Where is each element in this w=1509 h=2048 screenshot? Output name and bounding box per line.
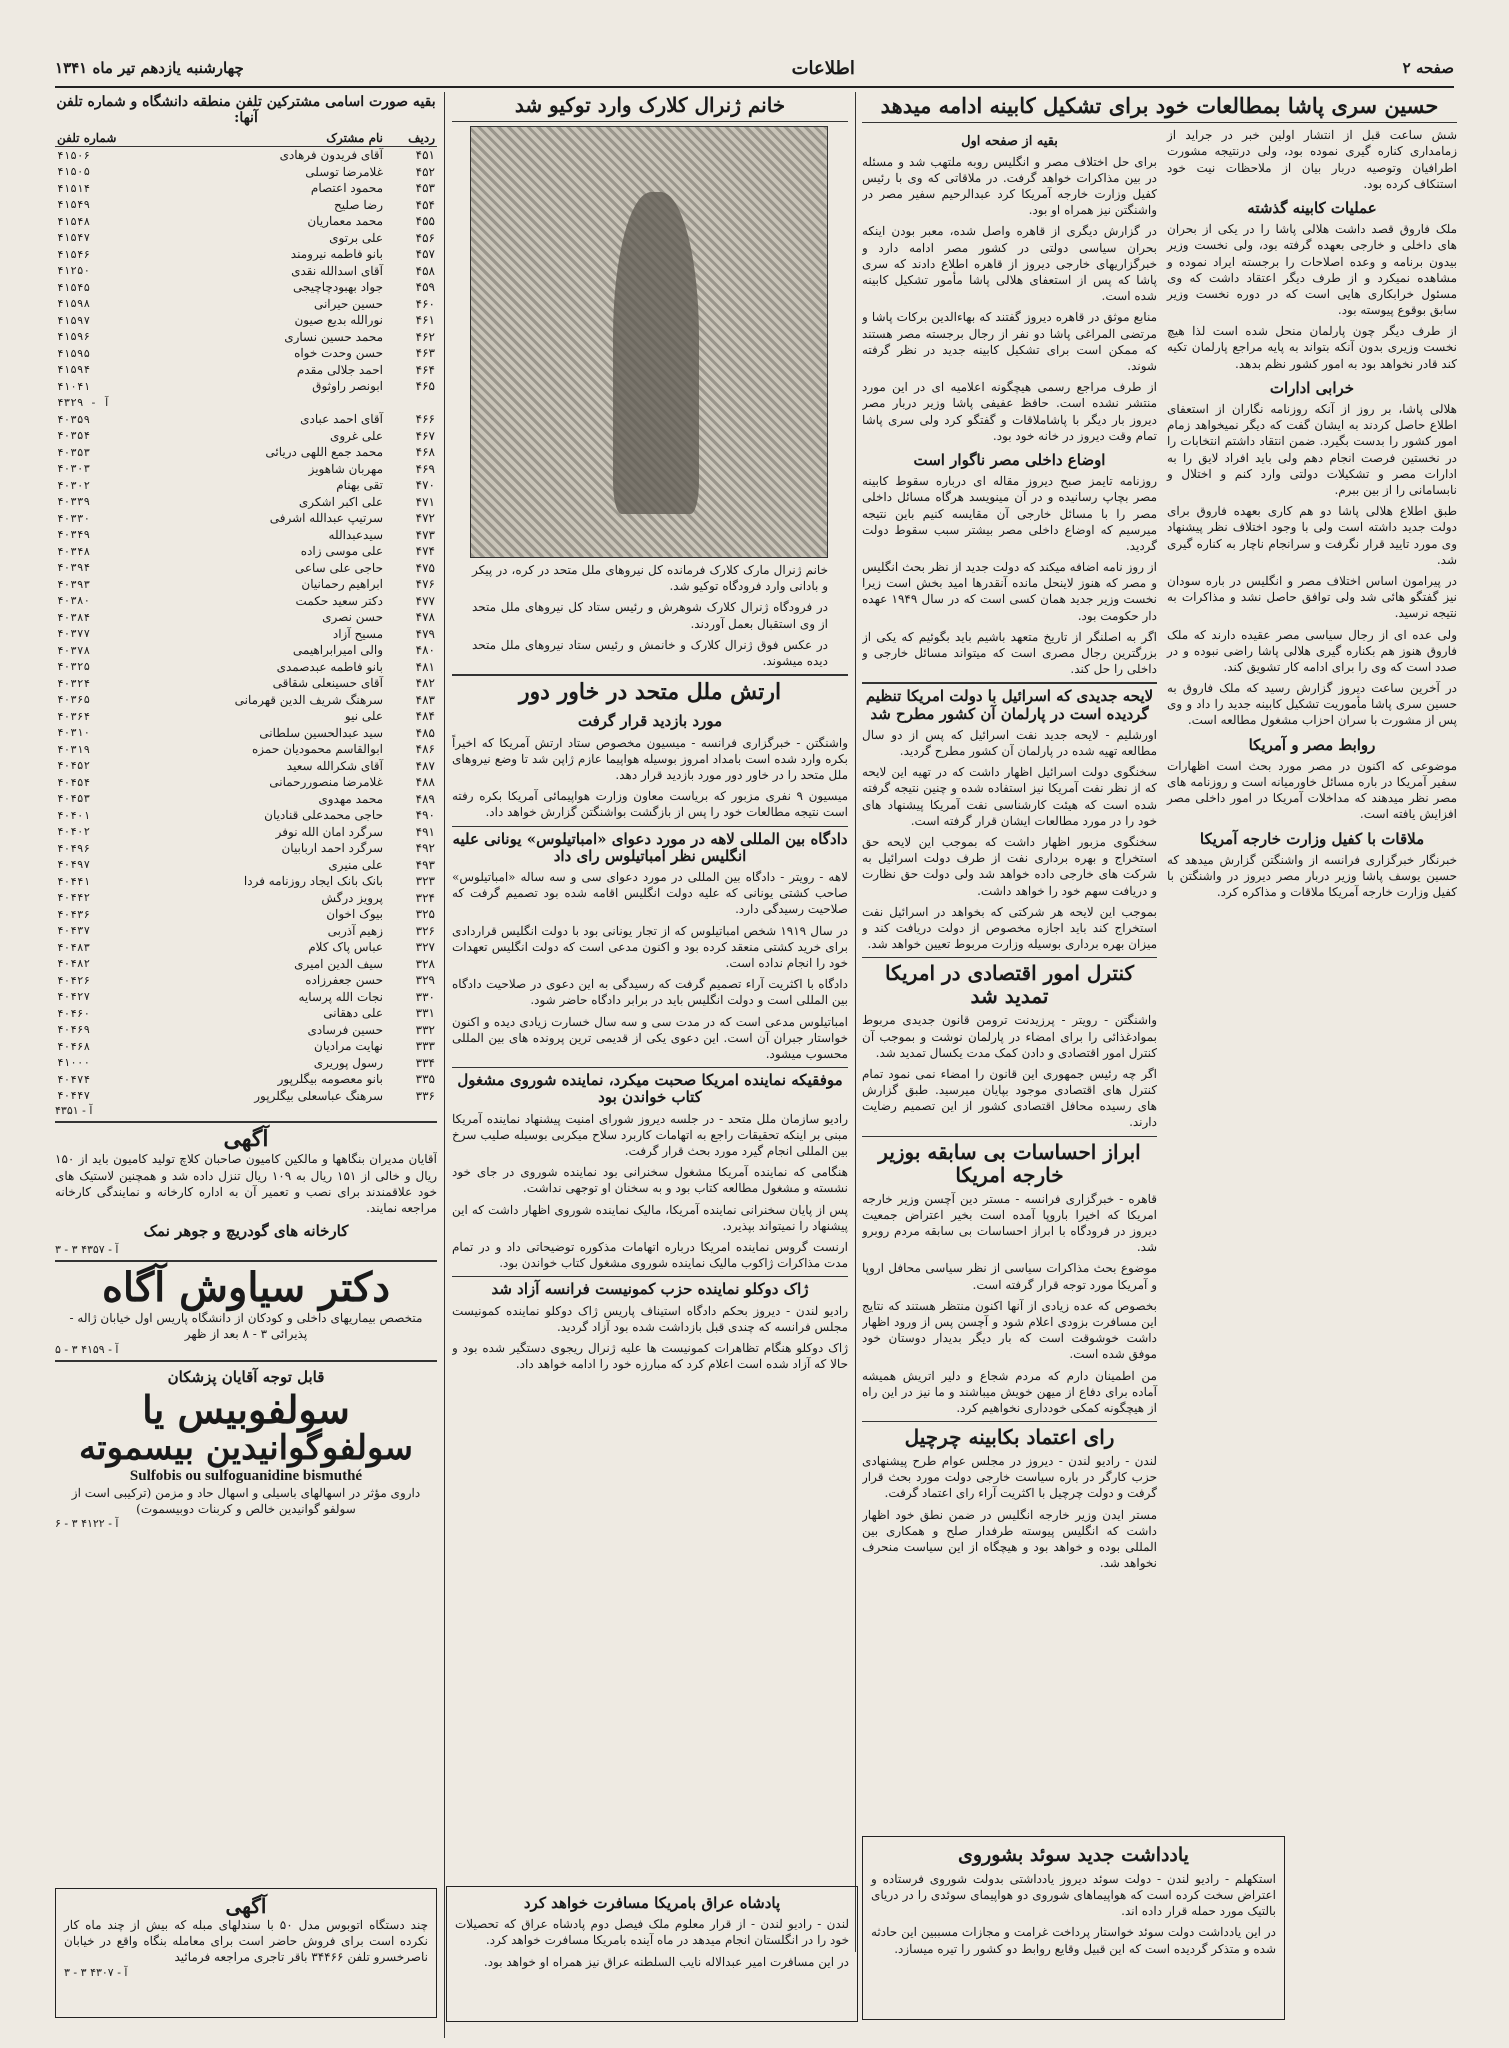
row-number: ۴۶۹ (415, 461, 435, 476)
article-acheson: ابراز احساسات بی سابقه بوزیر خارجه امریکا قاهره - خبرگزاری فرانسه - مستر دین آچسن وزیر خارجه امریکا که اخیرا باروپا آمده است بخیر اعتراض جمعیت دیروز در فرودگاه با ابراز احساسات بی سابقه مردم روبرو شد. موضوع بحث مذاکرات سیاسی از نظر سیاسی محافل اروپا و آمریکا مورد توجه قرار گرفته است. بخصوص که عده زیادی از آنها اکنون منتظر هستند که نتایج این مسافرت بزودی اعلام شود و آچسن پس از ورود اظهار داشت خوشوقت است که بار دیگر بدیدار دوستان خود موفق شده است. من اطمینان دارم که مردم شجاع و دلیر اتریش همیشه آماده برای دفاع از میهن خویش میباشند و ما نیز در این راه از هیچگونه کمکی خودداری نخواهیم کرد. (862, 1139, 1157, 1415)
phone-number: ۴۰۳۲۴ (57, 676, 91, 690)
phone-number: ۴۰۴۴۱ (57, 874, 91, 888)
phone-number: ۴۱۲۵۰ (57, 264, 91, 278)
row-number: ۳۳۲ (415, 1022, 435, 1037)
subscriber-name: عباس پاک کلام (308, 940, 383, 955)
row-number: ۴۵۱ (415, 148, 435, 163)
row-number: ۴۷۲ (415, 511, 435, 526)
subscriber-name: بانک بانک ایجاد روزنامه فردا (243, 874, 383, 889)
table-row (55, 428, 437, 445)
phone-number: ۴۰۳۱۹ (57, 742, 91, 756)
ad-doctor: دکتر سیاوش آگاه متخصص بیماریهای داخلی و کودکان از دانشگاه پاریس اول خیابان ژاله - پذیرائی ۳ - ۸ بعد از ظهر آ - ۴۱۵۹ ۳ - ۵ (55, 1264, 423, 1356)
phone-number: ۴۱۵۹۷ (57, 313, 91, 327)
article-iraq-king: پادشاه عراق بامریکا مسافرت خواهد کرد لندن - رادیو لندن - از قرار معلوم ملک فیصل دوم پادشاه عراق که تحصیلات خود را در انگلستان انجام میدهد در ماه آینده بامریکا مسافرت خواهد کرد. در این مسافرت امیر عبدالاله نایب السلطنه عراق نیز همراه او خواهد بود. (446, 1886, 858, 2022)
subscriber-name: ابراهیم رحمانیان (301, 577, 383, 592)
row-number: ۴۷۹ (415, 626, 435, 641)
row-number: ۴۶۲ (415, 329, 435, 344)
article-un-army: ارتش ملل متحد در خاور دور مورد بازدید قرار گرفت واشنگتن - خبرگزاری فرانسه - میسیون مخصوص ستاد ارتش آمریکا که اخیراً بکره وارد شده است بامداد امروز بوسیله هواپیما عازم ژاپن شد تا وضع نیروهای ملل متحد را در خاور دور مورد بازدید قرار دهد. میسیون ۹ نفری مزبور که بریاست معاون وزارت هواپیمائی آمریکا بکره رفته است نتیجه مطالعات خود را پس از بازگشت بواشنگتن گزارش خواهد داد. (452, 679, 848, 820)
table-row (55, 840, 437, 857)
row-number: ۳۲۵ (415, 907, 435, 922)
subscriber-name: حسن وحدت خواه (294, 346, 383, 361)
row-number: ۳۲۳ (415, 874, 435, 889)
table-row (55, 444, 437, 461)
table-row (55, 774, 437, 791)
row-number: ۴۵۴ (415, 197, 435, 212)
subscriber-name: بانو معصومه بیگلرپور (277, 1072, 383, 1087)
row-number: ۴۵۹ (415, 280, 435, 295)
row-number: ۴۵۲ (415, 164, 435, 179)
page-number: صفحه ۲ (1402, 59, 1454, 77)
subscriber-name: نهایت مرادیان (314, 1039, 383, 1054)
phone-number: ۴۰۴۴۷ (57, 1089, 91, 1103)
subscriber-name: نجات الله پرسایه (298, 989, 383, 1004)
phone-number: ۴۱۵۹۵ (57, 346, 91, 360)
row-number: ۴۶۸ (415, 445, 435, 460)
table-row (55, 1038, 437, 1055)
row-number: ۳۳۰ (415, 989, 435, 1004)
subscriber-name: سرهنگ عباسعلی بیگلرپور (254, 1088, 383, 1103)
phone-number: ۴۱۵۰۶ (57, 148, 91, 162)
phone-number: ۴۰۴۲۷ (57, 990, 91, 1004)
table-row (55, 576, 437, 593)
row-number: ۴۵۸ (415, 263, 435, 278)
phone-number: ۴۱۵۴۷ (57, 231, 91, 245)
table-row (55, 279, 437, 296)
subscriber-name: علی دهقانی (323, 1006, 383, 1021)
clark-headline: خانم ژنرال کلارک وارد توکیو شد (514, 93, 786, 117)
phone-number: ۴۱۵۹۸ (57, 297, 91, 311)
table-row (55, 560, 437, 577)
row-number: ۳۲۸ (415, 956, 435, 971)
subscriber-name: ابونصر راوثوق (312, 379, 383, 394)
phone-directory-table: ردیف نام مشترک شماره تلفن ۴۵۱ آقای فریدون فرهادی ۴۱۵۰۶ ۴۵۲ غلامرضا توسلی ۴۱۵۰۵ ۴۵۳ محمود اعتصام ۴۱۵۱۴ ۴۵۴ رضا صلیح ۴۱۵۴۹ ۴۵۵ محمد معماریان ۴۱۵۴۸ ۴۵۶ علی برتوی ۴۱۵۴۷ ۴۵۷ بانو فاطمه نیرومند ۴۱۵۴۶ ۴۵۸ آقای اسدالله نقدی ۴۱۲۵۰ ۴۵۹ جواد بهبودچاچیجی ۴۱۵۴۵ ۴۶۰ حسین حیرانی ۴۱۵۹۸ ۴۶۱ نورالله بدیع صیون ۴۱۵۹۷ ۴۶۲ محمد حسین نساری ۴۱۵۹۶ ۴۶۳ حسن وحدت خواه ۴۱۵۹۵ ۴۶۴ احمد جلالی مقدم ۴۱۵۹۴ ۴۶۵ ابونصر راوثوق ۴۱۰۴۱ آ - ۴۳۲۹ ۴۶۶ آقای احمد عبادی ۴۰۳۵۹ ۴۶۷ علی غروی ۴۰۳۵۴ ۴۶۸ محمد جمع اللهی دریائی ۴۰۳۵۳ ۴۶۹ مهربان شاهویز ۴۰۳۰۳ ۴۷۰ تقی بهنام ۴۰۳۰۲ ۴۷۱ علی اکبر اشکری ۴۰۳۳۹ ۴۷۲ سرتیپ عبدالله اشرفی ۴۰۳۳۰ ۴۷۳ سیدعبدالله ۴۰۳۴۹ ۴۷۴ علی موسی زاده ۴۰۳۴۸ ۴۷۵ حاجی علی ساعی ۴۰۳۹۴ ۴۷۶ ابراهیم رحمانیان ۴۰۳۹۳ ۴۷۷ دکتر سعید حکمت ۴۰۳۸۰ ۴۷۸ حسن نصری ۴۰۳۸۴ ۴۷۹ مسیح آزاد ۴۰۳۷۷ ۴۸۰ والی امیرابراهیمی ۴۰۳۷۸ ۴۸۱ بانو فاطمه عبدصمدی ۴۰۳۲۵ ۴۸۲ آقای حسینعلی شقاقی ۴۰۳۲۴ ۴۸۳ سرهنگ شریف الدین قهرمانی ۴۰۳۶۵ ۴۸۴ علی نیو ۴۰۳۶۴ ۴۸۵ سید عبدالحسین سلطانی ۴۰۳۱۰ ۴۸۶ ابوالقاسم محمودیان حمزه ۴۰۳۱۹ ۴۸۷ آقای شکرالله سعید ۴۰۴۵۲ ۴۸۸ غلامرضا منصوررحمانی ۴۰۴۵۴ ۴۸۹ محمد مهدوی ۴۰۴۵۳ ۴۹۰ حاجی محمدعلی قنادیان ۴۰۴۰۱ ۴۹۱ سرگرد امان الله نوفر ۴۰۴۰۲ ۴۹۲ سرگرد احمد اربابیان ۴۰۴۹۶ ۴۹۳ علی منیری ۴۰۴۹۷ ۳۲۳ بانک بانک ایجاد روزنامه فردا ۴۰۴۴۱ ۳۲۴ پرویز درگش ۴۰۴۴۲ ۳۲۵ بیوک اخوان ۴۰۴۳۶ ۳۲۶ زهیم آذربی ۴۰۴۳۷ ۳۲۷ عباس پاک کلام ۴۰۴۸۳ ۳۲۸ سیف الدین امیری ۴۰۴۸۲ ۳۲۹ حسن جعفرزاده ۴۰۴۲۶ ۳۳۰ نجات الله پرسایه ۴۰۴۲۷ ۳۳۱ علی دهقانی ۴۰۴۶۰ ۳۳۲ حسین فرسادی ۴۰۴۶۹ ۳۳۳ نهایت مرادیان ۴۰۴۶۸ ۳۳۴ رسول پوریری ۴۱۰۰۰ ۳۳۵ بانو معصومه بیگلرپور ۴۰۴۷۴ ۳۳۶ سرهنگ عباسعلی بیگلرپور ۴۰۴۴۷ (57, 131, 435, 1103)
article-duclos: ژاک دوکلو نماینده حزب کمونیست فرانسه آزاد شد رادیو لندن - دیروز بحکم دادگاه استیناف پاریس ژاک دوکلو نماینده کمونیست مجلس فرانسه که چندی قبل بازداشت شده بود آزاد گردید. ژاک دوکلو هنگام تظاهرات کمونیست ها علیه ژنرال ریجوی دستگیر شده بود و حالا که آزاد شده است اعلام کرد که مبارزه خود را ادامه خواهد داد. (452, 1280, 848, 1372)
phone-number: ۴۰۳۵۹ (57, 412, 91, 426)
phone-number: ۴۱۵۴۸ (57, 214, 91, 228)
phone-number: ۴۱۵۱۴ (57, 181, 91, 195)
subscriber-name: محمد جمع اللهی دریائی (265, 445, 383, 460)
subscriber-name: مهربان شاهویز (308, 461, 383, 476)
subscriber-name: حاجی محمدعلی قنادیان (264, 808, 383, 823)
row-number: ۴۸۳ (415, 692, 435, 707)
phone-number: ۴۰۳۴۹ (57, 528, 91, 542)
masthead (55, 50, 1454, 88)
article-sri-pasha (862, 92, 1457, 1972)
table-row (55, 230, 437, 247)
row-number: ۴۸۵ (415, 725, 435, 740)
phone-number: ۴۰۴۵۴ (57, 775, 91, 789)
table-row (55, 527, 437, 544)
table-row (55, 708, 437, 725)
subscriber-name: سید عبدالحسین سلطانی (259, 725, 383, 740)
row-number: ۴۹۲ (415, 841, 435, 856)
section-heading: اوضاع داخلی مصر ناگوار است (913, 450, 1106, 469)
table-row (55, 873, 437, 890)
phone-number: ۴۰۳۵۳ (57, 445, 91, 459)
subscriber-name: محمود اعتصام (310, 181, 383, 196)
phone-number: ۴۰۴۸۲ (57, 957, 91, 971)
phone-number: ۴۰۳۹۳ (57, 577, 91, 591)
phone-number: ۴۱۵۹۶ (57, 330, 91, 344)
table-row (55, 642, 437, 659)
phone-number: ۴۱۵۴۹ (57, 198, 91, 212)
row-number: ۳۳۴ (415, 1055, 435, 1070)
table-row (55, 246, 437, 263)
row-number: ۴۸۶ (415, 742, 435, 757)
photo-caption: خانم ژنرال مارک کلارک فرمانده کل نیروهای ملل متحد در کره، در پیکر و بادانی وارد فرودگاه توکیو شد. (472, 563, 828, 594)
row-number: ۴۸۴ (415, 709, 435, 724)
left-column (55, 92, 437, 2042)
subscriber-name: محمد مهدوی (318, 791, 383, 806)
table-row (55, 807, 437, 824)
row-number: ۴۷۸ (415, 610, 435, 625)
article-column-left: بقیه از صفحه اول برای حل اختلاف مصر و انگلیس روبه ملتهب شد و مسئله در بین مذاکرات خواهد گرفت. در ملاقاتی که وی با رئیس کفیل وزارت خارجه آمریکا کرد عبدالرحیم سفیر مصر در واشنگتن نیز همراه او بود. در گزارش دیگری از قاهره واصل شده، معبر بودن اینکه بحران سیاسی دولتی در کشور مصر ادامه دارد و خبرگزاریهای خارجی دیروز از قاهره اطلاع دادند که سری پاشا که پس از استعفای هلالی پاشا مأمور تشکیل کابینه شده است. منابع موثق در قاهره دیروز گفتند که بهاءالدین برکات پاشا و مرتضی المراغی پاشا دو نفر از رجال برجسته مصر هستند که ممکن است برای تشکیل کابینه جدید در نظر گرفته شوند. از طرف مراجع رسمی هیچگونه اعلامیه ای در این مورد منتشر نشده است. حافظ عفیفی پاشا وزیر دربار مصر دیروز بار دیگر با پاشاملاقات و گفتگو کرد ولی سری پاشا تمام وقت دیروز در خانه خود بود. اوضاع داخلی مصر ناگوار است روزنامه تایمز صبح دیروز مقاله ای درباره سقوط کابینه مصر بچاپ رسانیده و در آن مینویسد هرگاه مسائل داخلی مصر را با مسائل خارجی آن مقایسه کنیم باین نتیجه میرسیم که اوضاع داخلی مصر بیشتر سبب سقوط دولت گردید. از روز نامه اضافه میکند که دولت جدید از نظر بحث انگلیس و مصر که هنوز لاینحل مانده آنقدرها امید بخش است زیرا نخست وزیر جدید همان کسی است که در سال ۱۹۴۹ عهده دار حکومت بود. اگر به اصلنگر از تاریخ متعهد باشیم باید بگوئیم که یکی از بزرگترین رجال مصری است که میتواند مسائل خارجی و داخلی را حل کند. (862, 134, 1158, 677)
phone-number: ۴۰۴۳۶ (57, 907, 91, 921)
row-number: ۴۶۱ (415, 313, 435, 328)
continued-label: بقیه از صفحه اول (961, 134, 1058, 150)
table-row (55, 197, 437, 214)
issue-date: چهارشنبه یازدهم تیر ماه ۱۳۴۱ (55, 59, 244, 77)
table-row (55, 824, 437, 841)
article-economic-control: کنترل امور اقتصادی در امریکا تمدید شد واشنگتن - رویتر - پرزیدنت ترومن قانون جدیدی مربوط بموادغذائی را برای امضاء در پارلمان نوشت و بموجب آن کنترل امور اقتصادی و دادن کمک مدت یکسال تمدید شد. اگر چه رئیس جمهوری این قانون را امضاء نمی نمود تمام کنترل های اقتصادی موجود بپایان میرسید. طبق گزارش های رسیده محافل اقتصادی کشور از این تصمیم رضایت دارند. (862, 961, 1157, 1130)
subscriber-name: علی اکبر اشکری (298, 494, 383, 509)
subscriber-name: محمد معماریان (307, 214, 383, 229)
phone-number: ۴۰۴۸۳ (57, 940, 91, 954)
table-row (55, 411, 437, 428)
table-row (55, 758, 437, 775)
row-number: ۳۲۹ (415, 973, 435, 988)
row-number: ۴۷۰ (415, 478, 435, 493)
column-rule (444, 92, 445, 2038)
table-row (55, 1022, 437, 1039)
table-row (55, 741, 437, 758)
subscriber-name: حسن جعفرزاده (305, 973, 383, 988)
phone-number: ۴۱۵۹۴ (57, 363, 91, 377)
subscriber-name: بانو فاطمه عبدصمدی (276, 659, 383, 674)
subscriber-name: نورالله بدیع صیون (294, 313, 383, 328)
article-churchill: رای اعتماد بکابینه چرچیل لندن - رادیو لندن - دیروز در مجلس عوام طرح پیشنهادی حزب کارگر در باره سیاست خارجی دولت مورد بحث قرار گرفت و دولت چرچیل با اکثریت آراء رای اعتماد گرفت. مستر ایدن وزیر خارجه انگلیس در ضمن نطق خود اظهار داشت که انگلیس پیوسته طرفدار صلح و همکاری بین المللی بوده و خواهد بود و هیچگاه از این سیاست منحرف نخواهد شد. (862, 1425, 1157, 1571)
subscriber-name: حسین فرسادی (307, 1022, 383, 1037)
directory-subcode: آ - ۴۳۲۹ (57, 396, 110, 410)
table-row (55, 164, 437, 181)
subscriber-name: زهیم آذربی (327, 923, 383, 938)
phone-number: ۴۰۳۱۰ (57, 726, 91, 740)
row-number: ۴۸۲ (415, 676, 435, 691)
phone-number: ۴۰۴۳۷ (57, 924, 91, 938)
subscriber-name: سرگرد احمد اربابیان (281, 841, 383, 856)
directory-subcode-row (55, 395, 437, 412)
row-number: ۴۷۳ (415, 527, 435, 542)
table-row (55, 180, 437, 197)
table-row (55, 329, 437, 346)
table-row (55, 791, 437, 808)
row-number: ۴۷۱ (415, 494, 435, 509)
subscriber-name: علی موسی زاده (300, 544, 383, 559)
middle-column: خانم ژنرال کلارک وارد توکیو شد خانم ژنرال مارک کلارک فرمانده کل نیروهای ملل متحد در کره، در پیکر و بادانی وارد فرودگاه توکیو شد. در فرودگاه ژنرال کلارک شوهرش و رئیس ستاد کل نیروهای ملل متحد از وی استقبال بعمل آوردند. در عکس فوق ژنرال کلارک و خانمش و رئیس ستاد نیروهای ملل متحد دیده میشوند. ارتش ملل متحد در خاور دور مورد بازدید قرار گرفت واشنگتن - خبرگزاری فرانسه - میسیون مخصوص ستاد ارتش آمریکا که اخیراً بکره وارد شده است بامداد امروز بوسیله هواپیما عازم ژاپن شد تا وضع نیروهای ملل متحد را در خاور دور مورد بازدید قرار دهد. میسیون ۹ نفری مزبور که بریاست معاون وزارت هواپیمائی آمریکا بکره رفته است نتیجه مطالعات خود را پس از بازگشت بواشنگتن گزارش خواهد داد. دادگاه بین المللی لاهه در مورد دعوای «امباتیلوس» یونانی علیه انگلیس نظر امباتیلوس رای داد لاهه - رویتر - دادگاه بین المللی در مورد دعوای سی و سه ساله «امباتیلوس» صاحب کشتی یونانی که علیه دولت انگلیس اقامه شده بود تصمیم گرفت که صلاحیت رسیدگی دارد. در سال ۱۹۱۹ شخص امباتیلوس که از تجار یونانی بود با دولت انگلیس قراردادی برای خرید کشتی منعقد کرده بود و اکنون مدعی است که دولت انگلیس تعهدات خود را انجام نداده است. دادگاه با اکثریت آراء تصمیم گرفت که رسیدگی به این دعوی در صلاحیت دادگاه بین المللی است و دولت انگلیس باید در برابر دادگاه حاضر شود. امباتیلوس مدعی است که در مدت سی و سه سال خسارت زیادی دیده و اکنون خواستار جبران آن است. این دعوی یکی از قدیمی ترین پرونده های بین المللی محسوب میشود. موفقیکه نماینده امریکا صحبت میکرد، نماینده شوروی مشغول کتاب خواندن بود رادیو سازمان ملل متحد - در جلسه دیروز شورای امنیت پیشنهاد نماینده آمریکا مبنی بر اینکه تحقیقات راجع به اتهامات کاربرد سلاح میکربی بوسیله صلیب سرخ بین المللی انجام گیرد مورد بحث قرار گرفت. هنگامی که نماینده آمریکا مشغول سخنرانی بود نماینده شوروی در جای خود نشسته و مشغول مطالعه کتاب بود و به سخنان او توجهی نداشت. پس از پایان سخنرانی نماینده آمریکا، مالیک نماینده شوروی اظهار داشت که این پیشنهاد را نمیتواند بپذیرد. ارنست گروس نماینده امریکا درباره اتهامات مذکوره توضیحاتی داد و در تمام مدت مذاکرات ژاکوب مالیک نماینده شوروی مشغول کتاب خواندن بود. ژاک دوکلو نماینده حزب کمونیست فرانسه آزاد شد رادیو لندن - دیروز بحکم دادگاه استیناف پاریس ژاک دوکلو نماینده کمونیست مجلس فرانسه که چندی قبل بازداشت شده بود آزاد گردید. ژاک دوکلو هنگام تظاهرات کمونیست ها علیه ژنرال ریجوی دستگیر شده بود و حالا که آزاد شده است اعلام کرد که مبارزه خود را ادامه خواهد داد. (452, 93, 848, 1372)
phone-number: ۴۰۴۶۰ (57, 1006, 91, 1020)
table-row (55, 494, 437, 511)
row-number: ۴۷۶ (415, 577, 435, 592)
phone-number: ۴۰۴۷۴ (57, 1072, 91, 1086)
subscriber-name: حسین حیرانی (313, 296, 383, 311)
phone-number: ۴۰۴۶۹ (57, 1023, 91, 1037)
subscriber-name: ابوالقاسم محمودیان حمزه (252, 742, 383, 757)
row-number: ۳۳۳ (415, 1039, 435, 1054)
table-row (55, 296, 437, 313)
article-column-right: شش ساعت قبل از انتشار اولین خبر در جراید از زمامداری کناره گیری نموده بود، ولی درنتیجه مشورت اطرافیان وتوصیه دربار بیان از ملاحظات نیت خود استنکاف کرده بود. عملیات کابینه گذشته ملک فاروق قصد داشت هلالی پاشا را در یکی از بحران های داخلی و خارجی بعهده گرفته بود، ولی نخست وزیر بیدون برنامه و وعده اصلاحات را برجسته ایراد نموده و مشاهده نمیکرد و از طرف دیگر اعتقاد داشت که وی مسئول خرابکاری هایی است که در دوره نخست وزیر سابق بوقوع پیوسته بود. از طرف دیگر چون پارلمان منحل شده است لذا هیچ نخست وزیری بدون آنکه بتواند به پایه مراجع پارلمان تکیه کند قادر نخواهد بود به امور کشور نظم بدهد. خرابی ادارات هلالی پاشا، بر روز از آنکه روزنامه نگاران از استعفای اطلاع حاصل کردند به ایشان گفت که دیگر نمیخواهد زمام امور کشور را بدست بگیرد. ضمن انتقاد داشتم انتخابات را در نخستین فرصت انجام دهم ولی باید افراد لایق را به ادارات مصر و تشکیلات دولتی وارد کنم و اختلال و نابسامانی را از بین ببرم. طبق اطلاع هلالی پاشا دو هم کاری بعهده فاروق برای دولت جدید داشته است ولی با وجود اختلاف نظر پیشنهاد وی مورد تایید قرار نگرفت و سرانجام ناچار به کناره گیری شد. در پیرامون اساس اختلاف مصر و انگلیس در باره سودان نیز گفتگو هائی شد ولی توافق حاصل نشد و مذاکرات به نتیجه نرسید. ولی عده ای از رجال سیاسی مصر عقیده دارند که ملک فاروق هنوز هم بکناره گیری هلالی پاشا راضی نبوده و در صدد است که وی را برای ادامه کار تشویق کند. در آخرین ساعت دیروز گزارش رسید که ملک فاروق به حسین سری پاشا مأموریت تشکیل کابینه جدید را داد و وی پس از مشورت با سران احزاب مشغول مطالعه است. روابط مصر و آمریکا موضوعی که اکنون در مصر مورد بحث است اظهارات سفیر آمریکا در باره مسائل خاورمیانه است و روزنامه های مصر نظر میدهند که مداخلات آمریکا در امور داخلی مصر افزایش یافته است. ملاقات با کفیل وزارت خارجه آمریکا خبرنگار خبرگزاری فرانسه از واشنگتن گزارش میدهد که حسین یوسف پاشا وزیر دربار مصر دیروز در واشنگتن با کفیل وزارت خارجه آمریکا ملاقات و مذاکره کرد. (1167, 128, 1457, 900)
phone-number: ۴۰۴۴۲ (57, 891, 91, 905)
subscriber-name: علی نیو (344, 709, 383, 724)
subscriber-name: علی منیری (328, 857, 383, 872)
phone-number: ۴۰۴۶۸ (57, 1039, 91, 1053)
article-israel-oil: لایحه جدیدی که اسرائیل با دولت امریکا تنظیم گردیده است در پارلمان آن کشور مطرح شد اورشلیم - لایحه جدید نفت اسرائیل که پس از دو سال مطالعه تهیه شده در پارلمان آن کشور مطرح گردید. سخنگوی دولت اسرائیل اظهار داشت که در تهیه این لایحه که از نظر نفت آمریکا نیز استفاده شده و چنین نتیجه گرفته شده است که هیئت کارشناسی نفت آمریکا پیشنهاد های خود را در مورد مطالعات ایشان قرار گرفته است. سخنگوی مزبور اظهار داشت که بموجب این لایحه حق استخراج و بهره برداری نفت از طرف دولت اسرائیل به شرکت های خارجی داده خواهد شد ولی دولت حق نظارت و دریافت سهم خود را خواهد داشت. بموجب این لایحه هر شرکتی که بخواهد در اسرائیل نفت استخراج کند باید اجازه مخصوص از دولت دریافت کند و ميزان بهره برداری بوسیله وزارت مربوط تعیین خواهد شد. (862, 687, 1157, 952)
phone-number: ۴۰۳۸۴ (57, 610, 91, 624)
table-row (55, 675, 437, 692)
subscriber-name: آقای اسدالله نقدی (291, 263, 383, 278)
subscriber-name: سیف الدین امیری (294, 956, 383, 971)
section-heading: خرابی ادارات (1269, 378, 1355, 397)
row-number: ۳۲۴ (415, 890, 435, 905)
subscriber-name: آقای حسینعلی شقاقی (272, 676, 383, 691)
subscriber-name: پرویز درگش (321, 890, 383, 905)
table-row (55, 609, 437, 626)
subscriber-name: بانو فاطمه نیرومند (290, 247, 383, 262)
phone-number: ۴۱۰۰۰ (57, 1056, 91, 1070)
subscriber-name: مسیح آزاد (332, 626, 383, 641)
phone-number: ۴۰۴۲۶ (57, 973, 91, 987)
table-row (55, 725, 437, 742)
subscriber-name: آقای احمد عبادی (300, 412, 383, 427)
phone-number: ۴۰۴۵۲ (57, 759, 91, 773)
subscriber-name: رضا صلیح (334, 197, 383, 212)
phone-number: ۴۰۳۴۸ (57, 544, 91, 558)
subscriber-name: غلامرضا توسلی (305, 164, 383, 179)
table-row (55, 312, 437, 329)
paper-name: اطلاعات (791, 57, 855, 79)
subscriber-name: والی امیرابراهیمی (292, 643, 383, 658)
article-soviet-rep: موفقیکه نماینده امریکا صحبت میکرد، نماینده شوروی مشغول کتاب خواندن بود رادیو سازمان ملل متحد - در جلسه دیروز شورای امنیت پیشنهاد نماینده آمریکا مبنی بر اینکه تحقیقات راجع به اتهامات کاربرد سلاح میکربی بوسیله صلیب سرخ بین المللی انجام گیرد مورد بحث قرار گرفت. هنگامی که نماینده آمریکا مشغول سخنرانی بود نماینده شوروی در جای خود نشسته و مشغول مطالعه کتاب بود و به سخنان او توجهی نداشت. پس از پایان سخنرانی نماینده آمریکا، مالیک نماینده شوروی اظهار داشت که این پیشنهاد را نمیتواند بپذیرد. ارنست گروس نماینده امریکا درباره اتهامات مذکوره توضیحاتی داد و در تمام مدت مذاکرات ژاکوب مالیک نماینده شوروی مشغول کتاب خواندن بود. (452, 1071, 848, 1271)
row-number: ۳۲۷ (415, 940, 435, 955)
table-row (55, 890, 437, 907)
subscriber-name: علی برتوی (329, 230, 383, 245)
table-row (55, 626, 437, 643)
table-row (55, 1071, 437, 1088)
row-number: ۴۶۷ (415, 428, 435, 443)
subscriber-name: آقای فریدون فرهادی (279, 148, 383, 163)
phone-number: ۴۰۳۹۴ (57, 561, 91, 575)
table-row (55, 378, 437, 395)
phone-number: ۴۰۳۵۴ (57, 429, 91, 443)
table-row (55, 1005, 437, 1022)
table-row (55, 263, 437, 280)
subscriber-name: سرگرد امان الله نوفر (275, 824, 383, 839)
phone-number: ۴۰۳۰۲ (57, 478, 91, 492)
subscriber-name: حسن نصری (322, 610, 383, 625)
row-number: ۴۷۴ (415, 544, 435, 559)
phone-number: ۴۰۳۸۰ (57, 594, 91, 608)
subscriber-name: غلامرضا منصوررحمانی (269, 775, 383, 790)
subscriber-name: رسول پوریری (313, 1055, 383, 1070)
phone-number: ۴۰۳۶۴ (57, 709, 91, 723)
subscriber-name: تقی بهنام (336, 478, 383, 493)
row-number: ۳۳۵ (415, 1072, 435, 1087)
phone-number: ۴۰۴۹۶ (57, 841, 91, 855)
phone-number: ۴۰۳۷۷ (57, 627, 91, 641)
table-row (55, 692, 437, 709)
row-number: ۴۹۰ (415, 808, 435, 823)
table-row (55, 1055, 437, 1072)
phone-number: ۴۰۳۲۵ (57, 660, 91, 674)
directory-code: آ - ۴۳۵۱ (55, 1104, 93, 1118)
subscriber-name: سرهنگ شریف الدین قهرمانی (234, 692, 383, 707)
phone-number: ۴۰۴۰۱ (57, 808, 91, 822)
phone-number: ۴۱۰۴۱ (57, 379, 91, 393)
section-heading: عملیات کابینه گذشته (1247, 198, 1377, 217)
table-row (55, 972, 437, 989)
subscriber-name: سیدعبدالله (328, 527, 383, 542)
ad-goodrich: آگهی آقایان مدیران بنگاهها و مالکین کامیون صاحبان کلاچ تولید کامیون باید از ۱۵۰ ریال و خالی از ۱۵۱ ریال به ۱۰۹ ریال تنزل داده شد و همچنین لاستیک های خود علاقمندند برای نصب و تعمیر آن به اداره کارخانه و نمایندگی کارخانه مراجعه نمایند. کارخانه های گودریچ و جوهر نمک آ - ۴۳۵۷ ۳ - ۳ (55, 1126, 437, 1257)
column-rule (855, 92, 856, 1952)
phone-number: ۴۰۳۷۸ (57, 643, 91, 657)
phone-number: ۴۰۳۳۹ (57, 495, 91, 509)
phone-number: ۴۱۵۴۶ (57, 247, 91, 261)
row-number: ۴۵۵ (415, 214, 435, 229)
row-number: ۴۸۱ (415, 659, 435, 674)
row-number: ۴۸۸ (415, 775, 435, 790)
table-row (55, 543, 437, 560)
table-row (55, 989, 437, 1006)
subscriber-name: بیوک اخوان (326, 907, 383, 922)
phone-number: ۴۰۴۰۲ (57, 825, 91, 839)
row-number: ۴۵۶ (415, 230, 435, 245)
row-number: ۳۲۶ (415, 923, 435, 938)
row-number: ۴۸۰ (415, 643, 435, 658)
table-row (55, 510, 437, 527)
subscriber-name: محمد حسین نساری (284, 329, 383, 344)
clark-photo (470, 126, 828, 558)
subscriber-name: جواد بهبودچاچیجی (292, 280, 383, 295)
row-number: ۴۶۳ (415, 346, 435, 361)
row-number: ۴۵۳ (415, 181, 435, 196)
table-row (55, 593, 437, 610)
table-row (55, 477, 437, 494)
row-number: ۴۸۹ (415, 791, 435, 806)
table-row (55, 923, 437, 940)
phone-number: ۴۱۵۴۵ (57, 280, 91, 294)
table-row (55, 939, 437, 956)
row-number: ۴۶۰ (415, 296, 435, 311)
phone-number: ۴۱۵۰۵ (57, 165, 91, 179)
row-number: ۴۷۷ (415, 593, 435, 608)
ad-sulfobis: قابل توجه آقایان پزشکان سولفوبیس یا سولفوگوانیدین بیسموته Sulfobis ou sulfoguanidine bismuthé داروی مؤثر در اسهالهای باسیلی و اسهال حاد و مزمن (ترکیبی است از سولفو گوانیدین خالص و کربنات دوبیسموت) آ - ۴۱۲۲ ۳ - ۶ (55, 1367, 421, 1531)
section-heading: روابط مصر و آمریکا (1248, 735, 1376, 754)
phone-number: ۴۰۳۳۰ (57, 511, 91, 525)
row-number: ۴۶۴ (415, 362, 435, 377)
row-number: ۳۳۱ (415, 1006, 435, 1021)
table-row (55, 461, 437, 478)
subscriber-name: احمد جلالی مقدم (296, 362, 383, 377)
table-row (55, 1088, 437, 1105)
article-hague-court: دادگاه بین المللی لاهه در مورد دعوای «امباتیلوس» یونانی علیه انگلیس نظر امباتیلوس رای داد لاهه - رویتر - دادگاه بین المللی در مورد دعوای سی و سه ساله «امباتیلوس» صاحب کشتی یونانی که علیه دولت انگلیس اقامه شده بود تصمیم گرفت که صلاحیت رسیدگی دارد. در سال ۱۹۱۹ شخص امباتیلوس که از تجار یونانی بود با دولت انگلیس قراردادی برای خرید کشتی منعقد کرده بود و اکنون مدعی است که دولت انگلیس تعهدات خود را انجام نداده است. دادگاه با اکثریت آراء تصمیم گرفت که رسیدگی به این دعوی در صلاحیت دادگاه بین المللی است و دولت انگلیس باید در برابر دادگاه حاضر شود. امباتیلوس مدعی است که در مدت سی و سه سال خسارت زیادی دیده و اکنون خواستار جبران آن است. این دعوی یکی از قدیمی ترین پرونده های بین المللی محسوب میشود. (452, 829, 848, 1061)
phone-number: ۴۰۳۰۳ (57, 462, 91, 476)
table-row (55, 857, 437, 874)
subscriber-name: آقای شکرالله سعید (286, 758, 383, 773)
table-row (55, 956, 437, 973)
subscriber-name: سرتیپ عبدالله اشرفی (269, 511, 383, 526)
table-row (55, 147, 437, 164)
row-number: ۴۸۷ (415, 758, 435, 773)
subscriber-name: دکتر سعید حکمت (295, 593, 383, 608)
row-number: ۴۷۵ (415, 560, 435, 575)
table-row (55, 213, 437, 230)
ad-bus: آگهی چند دستگاه اتوبوس مدل ۵۰ با سندلهای مبله که بیش از چند ماه کار نکرده است برای فروش حاضر است برای معامله بنگاه واقع در خیابان ناصرخسرو تلفن ۳۴۴۶۶ باقر تاجری مراجعه فرمائید آ - ۴۳۰۷ ۳ - ۳ (55, 1888, 437, 2018)
row-number: ۴۹۳ (415, 857, 435, 872)
phone-number: ۴۰۴۵۳ (57, 792, 91, 806)
row-number: ۴۹۱ (415, 824, 435, 839)
table-row (55, 345, 437, 362)
article-sweden: یادداشت جدید سوئد بشوروی استکهلم - رادیو لندن - دولت سوئد دیروز یادداشتی بدولت شوروی فرستاده و اعتراض سخت کرده است که هواپیماهای شوروی دو هواپیمای سوئدی را در دریای بالتیک مورد حمله قرار داده اند. در این یادداشت دولت سوئد خواستار پرداخت غرامت و مجازات مسببین این حادثه شده و متذکر گردیده است که این قبیل وقایع روابط دو کشور را تیره میسازد. (862, 1836, 1285, 2020)
row-number: ۳۳۶ (415, 1088, 435, 1103)
row-number: ۴۶۵ (415, 379, 435, 394)
directory-title: بقیه صورت اسامی مشترکین تلفن منطقه دانشگاه و شماره تلفن آنها: (56, 94, 436, 127)
subscriber-name: علی غروی (329, 428, 383, 443)
section-heading: ملاقات با کفیل وزارت خارجه آمریکا (1199, 829, 1425, 848)
subscriber-name: حاجی علی ساعی (294, 560, 383, 575)
table-row (55, 906, 437, 923)
phone-number: ۴۰۳۶۵ (57, 693, 91, 707)
table-row (55, 362, 437, 379)
phone-number: ۴۰۴۹۷ (57, 858, 91, 872)
row-number: ۴۵۷ (415, 247, 435, 262)
article-headline: حسین سری پاشا بمطالعات خود برای تشکیل کابینه ادامه میدهد (880, 93, 1439, 118)
row-number: ۴۶۶ (415, 412, 435, 427)
table-row (55, 659, 437, 676)
